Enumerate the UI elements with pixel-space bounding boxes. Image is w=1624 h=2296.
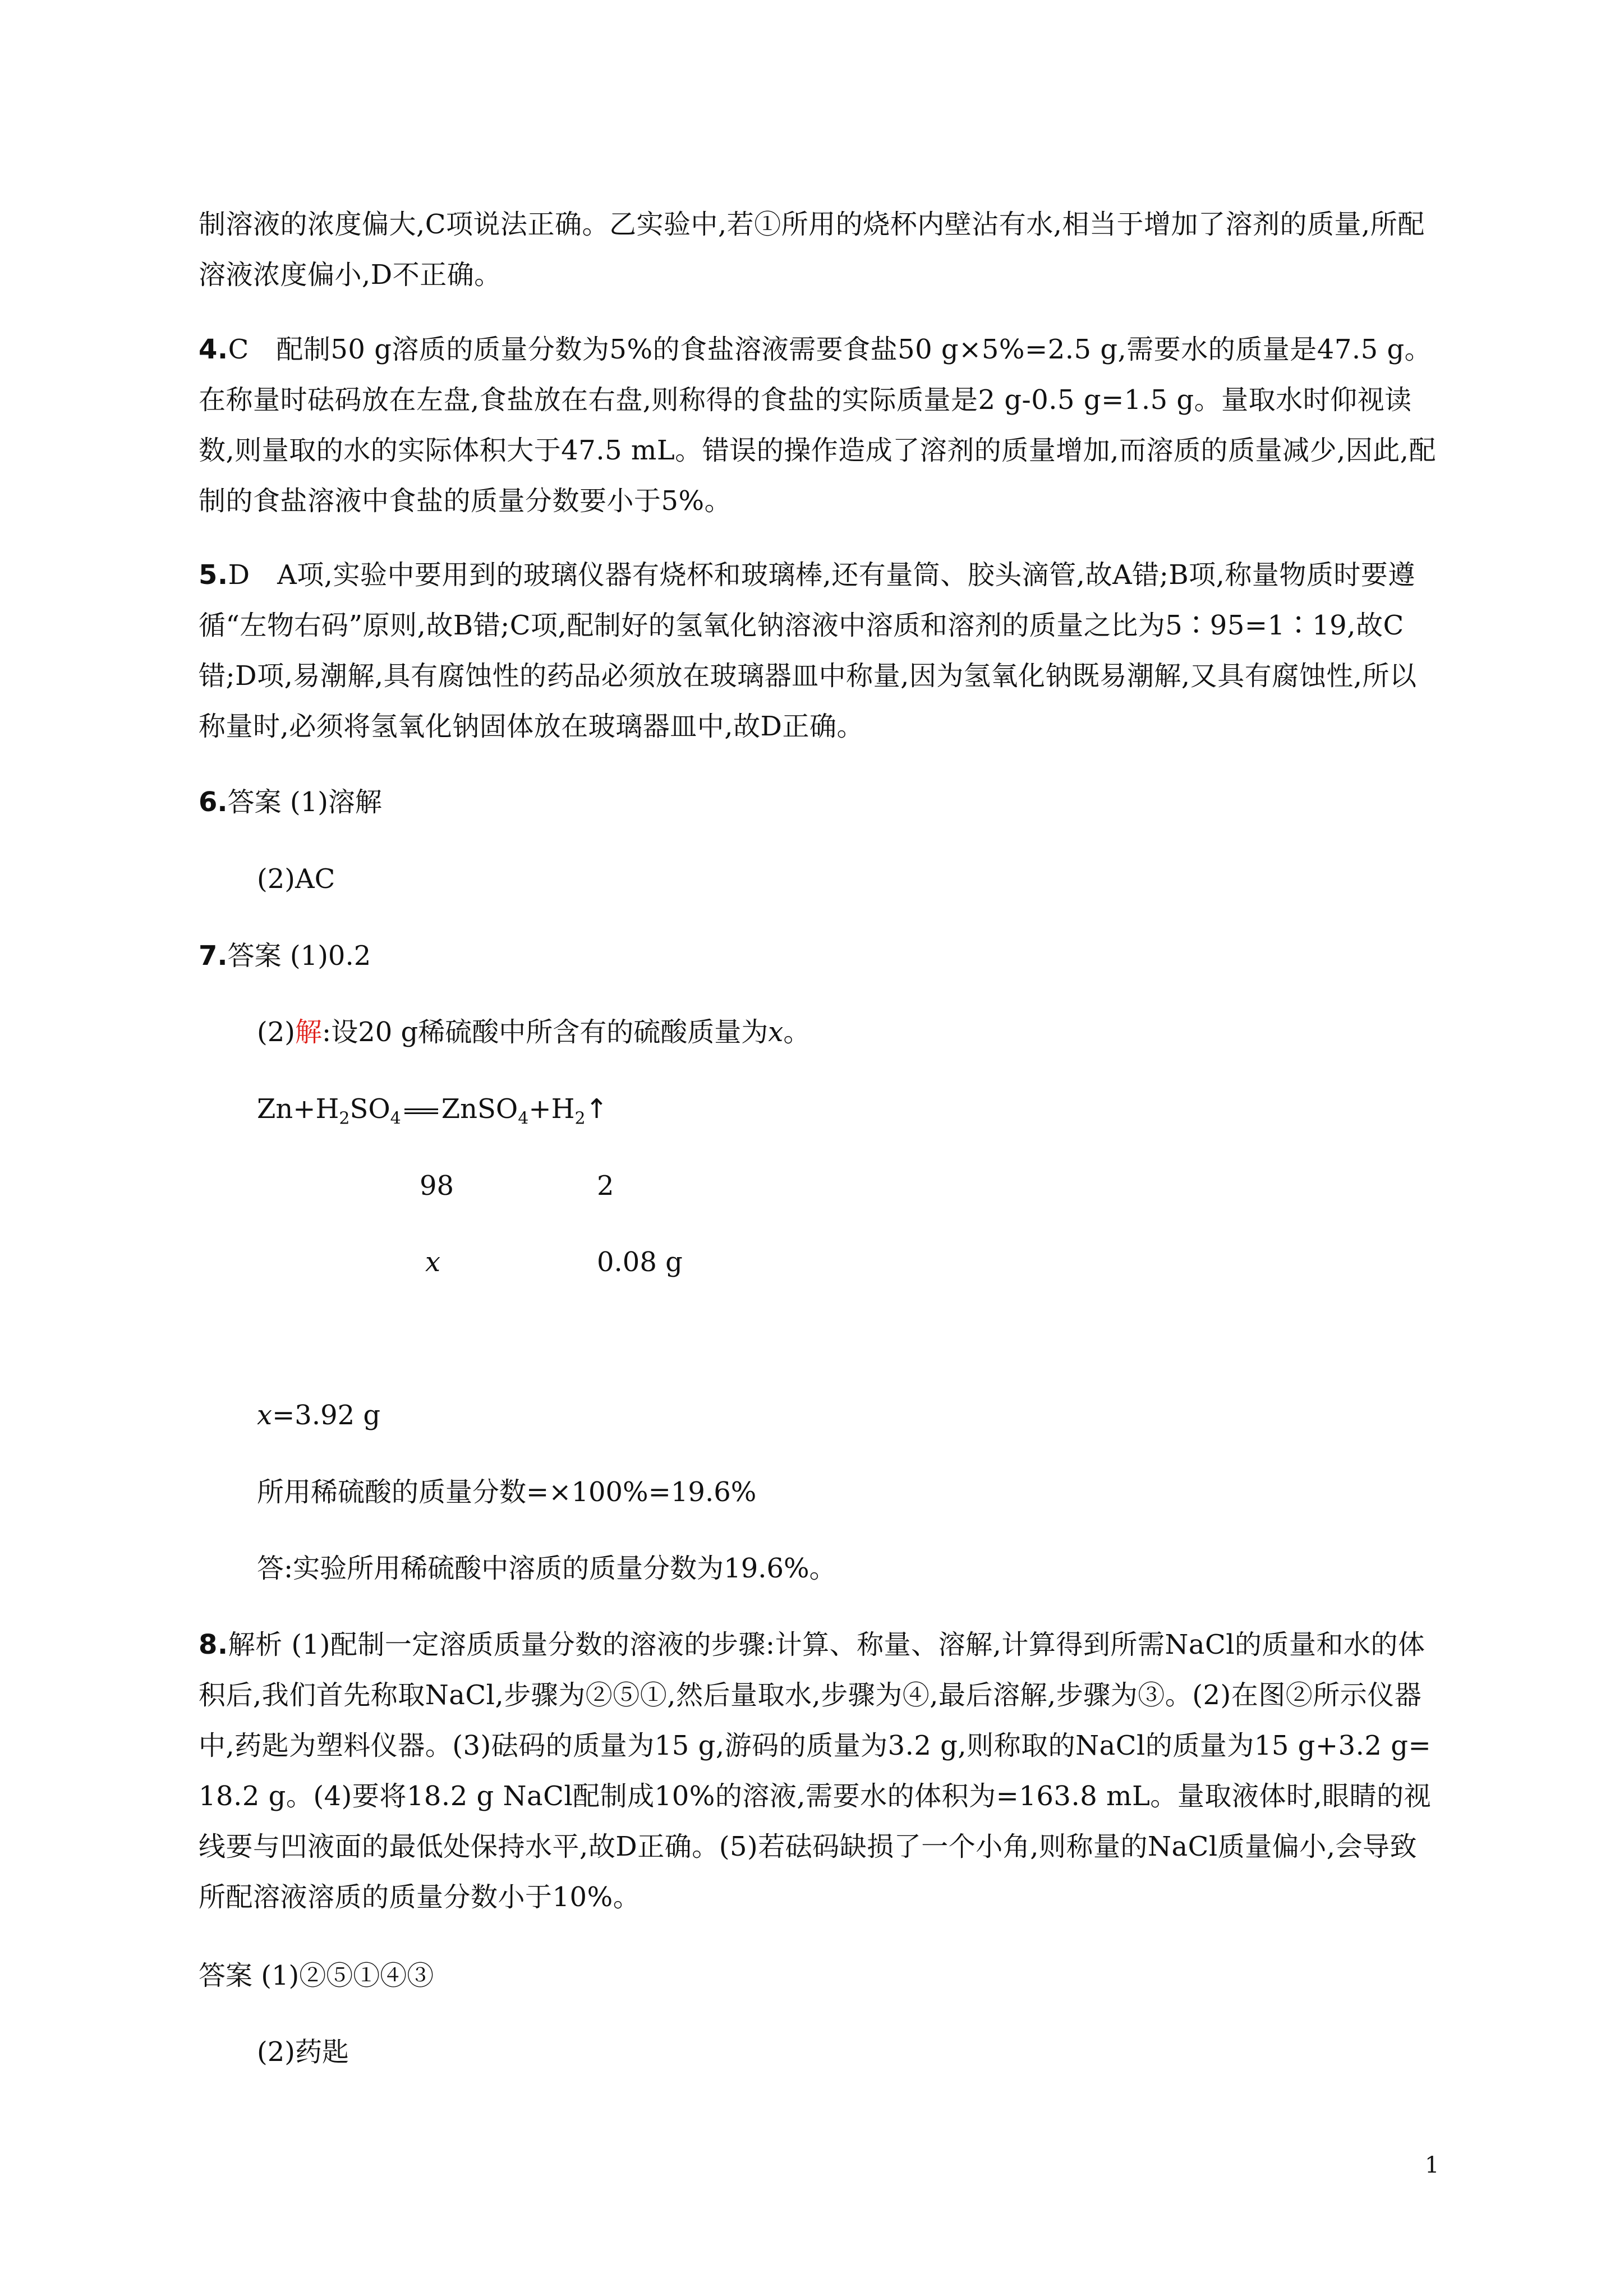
q6-answer-2: (2)AC xyxy=(257,863,335,895)
equals-bar xyxy=(404,1108,438,1114)
q8-text: (1)配制一定溶质质量分数的溶液的步骤:计算、称量、溶解,计算得到所需NaCl的质量和水的体积后,我们首先称取NaCl,步骤为②⑤①,然后量取水,步骤为④,最后溶解,步骤为③。(2)在图②所示仪器中,药匙为塑料仪器。(3)砝码的质量为15 g,游码的质量为3.2 g,则称取的NaCl的质量为15 g+3.2 g=18.2 g。(4)要将18.2 g NaCl配制成10%的溶液,需要水的体积为=163.8 mL。量取液体时,眼睛的视线要与凹液面的最低处保持水平,故D正确。(5)若砝码缺损了一个小角,则称量的NaCl质量偏小,会导致所配溶液溶质的质量分数小于10%。 xyxy=(199,1629,1432,1913)
chemical-equation xyxy=(257,1092,608,1129)
q7-a2-var: x xyxy=(768,1016,784,1048)
result-value: =3.92 g xyxy=(272,1400,381,1431)
eq-prod-sub-2: 2 xyxy=(574,1108,586,1129)
ans8-label: 答案 xyxy=(199,1960,253,1991)
q7-header xyxy=(199,939,371,973)
eq-prod-sub-4: 4 xyxy=(518,1108,529,1129)
q7-a2-end: 。 xyxy=(783,1016,811,1048)
result-line xyxy=(257,1398,380,1432)
result-var: x xyxy=(257,1400,273,1431)
page-number: 1 xyxy=(1425,2152,1439,2178)
q4-number: 4. xyxy=(199,334,228,365)
q7-number: 7. xyxy=(199,940,228,972)
ratio-0.08g: 0.08 g xyxy=(597,1246,683,1278)
question-8 xyxy=(199,1619,1438,1922)
q7-a2-prefix: (2) xyxy=(257,1016,295,1048)
q7-a2-text: :设20 g稀硫酸中所含有的硫酸质量为 xyxy=(322,1016,769,1048)
solution-mark: 解 xyxy=(295,1016,323,1048)
ratio-98: 98 xyxy=(420,1170,454,1202)
ans8-answer-2: (2)药匙 xyxy=(257,2036,349,2068)
eq-zn: Zn+H xyxy=(257,1093,339,1125)
q8-label: 解析 xyxy=(228,1629,283,1660)
q8-answer-header xyxy=(199,1959,434,1993)
eq-znso: ZnSO xyxy=(441,1093,518,1125)
ratio-2: 2 xyxy=(597,1170,614,1202)
answer-line: 答:实验所用稀硫酸中溶质的质量分数为19.6%。 xyxy=(257,1553,836,1584)
eq-sub-2: 2 xyxy=(339,1108,350,1129)
q6-number: 6. xyxy=(199,786,228,818)
question-4 xyxy=(199,324,1438,526)
eq-sub-4: 4 xyxy=(390,1108,401,1129)
q6-header xyxy=(199,785,382,819)
q7-answer-1: (1)0.2 xyxy=(289,940,371,972)
q5-text: D A项,实验中要用到的玻璃仪器有烧杯和玻璃棒,还有量筒、胶头滴管,故A错;B项,称量物质时要遵循“左物右码”原则,故B错;C项,配制好的氢氧化钠溶液中溶质和溶剂的质量之比为5∶95=1∶19,故C错;D项,易潮解,具有腐蚀性的药品必须放在玻璃器皿中称量,因为氢氧化钠既易潮解,又具有腐蚀性,所以称量时,必须将氢氧化钠固体放在玻璃器皿中,故D正确。 xyxy=(199,559,1417,742)
ratio-x: x xyxy=(425,1246,441,1278)
q7-label: 答案 xyxy=(227,940,282,972)
q5-number: 5. xyxy=(199,559,228,591)
intro-paragraph: 制溶液的浓度偏大,C项说法正确。乙实验中,若①所用的烧杯内壁沾有水,相当于增加了溶剂的质量,所配溶液浓度偏小,D不正确。 xyxy=(199,209,1425,291)
q6-label: 答案 xyxy=(227,786,282,818)
q4-text: C 配制50 g溶质的质量分数为5%的食盐溶液需要食盐50 g×5%=2.5 g,需要水的质量是47.5 g。在称量时砝码放在左盘,食盐放在右盘,则称得的食盐的实际质量是2 g-0.5 g=1.5 g。量取水时仰视读数,则量取的水的实际体积大于47.5 mL。错误的操作造成了溶剂的质量增加,而溶质的质量减少,因此,配制的食盐溶液中食盐的质量分数要小于5%。 xyxy=(199,334,1437,517)
q6-answer-1: (1)溶解 xyxy=(289,786,382,818)
q8-number: 8. xyxy=(199,1629,228,1660)
eq-so: SO xyxy=(349,1093,390,1125)
eq-h: +H xyxy=(528,1093,575,1125)
gas-arrow-icon: ↑ xyxy=(585,1093,608,1125)
ans8-answer-1: (1)②⑤①④③ xyxy=(261,1960,434,1991)
q7-answer-2 xyxy=(257,1015,810,1049)
fraction-line: 所用稀硫酸的质量分数=×100%=19.6% xyxy=(257,1476,757,1508)
question-5 xyxy=(199,550,1438,752)
